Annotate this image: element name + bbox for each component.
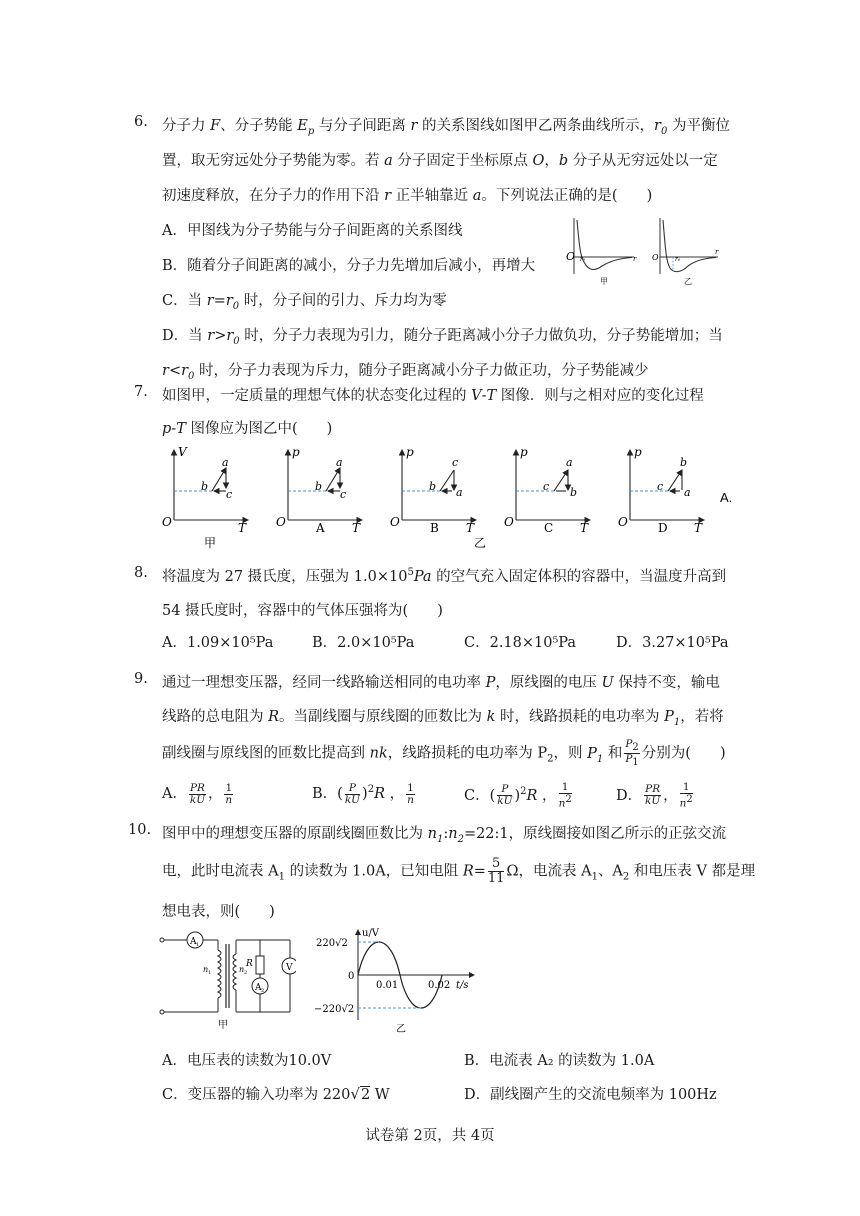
q6-option-d-line2: $r<r_0$ 时，分子力表现为斥力，随分子距离减小分子力做正功，分子势能减少	[162, 363, 649, 382]
q10-stem-line2: 电，此时电流表 $A_1$ 的读数为 1.0A，已知电阻 R= $\frac{5}{11}$ Ω，电流表 $A_1$、$A_2$ 和电压表 V 都是理	[162, 856, 756, 886]
svg-text:r: r	[715, 248, 719, 256]
q6-stem-line3: 初速度释放，在分子力的作用下沿 r 正半轴靠近 a。下列说法正确的是( )	[162, 188, 653, 204]
q7-graph-a	[276, 446, 362, 535]
q9-stem-line2: 线路的总电阻为 R。当副线圈与原线圈的匝数比为 k 时，线路损耗的电功率为 $P_1$，若将	[162, 709, 724, 728]
q7-caption-yi: 乙	[474, 536, 487, 550]
q6-stem-line2: 置，取无穷远处分子势能为零。若 a 分子固定于坐标原点 O，b 分子从无穷远处以一定	[162, 153, 718, 169]
q10-wave-caption: 乙	[396, 1024, 406, 1035]
svg-text:b: b	[680, 456, 688, 469]
svg-text:1: 1	[196, 942, 200, 948]
q10-waveform-figure	[312, 926, 488, 1036]
q8-option-c: C．2.18×10⁵Pa	[464, 635, 577, 651]
q7-caption-c: C	[544, 521, 554, 535]
q7-stem-line2: p-T 图像应为图乙中( )	[162, 421, 333, 437]
svg-text:O: O	[652, 253, 659, 262]
q7-caption-a: A	[316, 521, 325, 535]
q10-wave-x2: 0.02	[428, 980, 451, 991]
q8-stem-line1: 将温度为 27 摄氏度，压强为 $1.0\times 10^5Pa$ 的空气充入固定体积的容器中，当温度升高到	[162, 567, 727, 585]
q8-stem-line2: 54 摄氏度时，容器中的气体压强将为( )	[162, 603, 443, 619]
q6-option-a: A．甲图线为分子势能与分子间距离的关系图线	[162, 223, 463, 239]
q10-number: 10.	[128, 822, 152, 838]
q6-graph-yi	[652, 218, 719, 286]
q9-option-d: D． $\frac{PR}{kU}$ ， $\frac{1}{n^2}$	[616, 781, 693, 810]
svg-text:T: T	[580, 521, 589, 535]
svg-text:c: c	[657, 480, 664, 493]
svg-text:T: T	[694, 521, 703, 535]
svg-text:p: p	[634, 446, 642, 459]
svg-text:a: a	[566, 456, 573, 469]
svg-text:a: a	[336, 456, 343, 469]
svg-text:b: b	[315, 480, 323, 493]
q10-stem-line1: 图甲中的理想变压器的原副线圈匝数比为 $n_1:n_2=22:1$，原线圈接如图乙所示的正弦交流	[162, 826, 727, 845]
q7-graph-jia	[162, 446, 248, 550]
q9-number: 9.	[134, 671, 148, 687]
svg-text:A: A	[190, 937, 197, 947]
q10-option-d: D．副线圈产生的交流电频率为 100Hz	[464, 1087, 717, 1103]
q7-figure	[158, 446, 748, 550]
q7-stem-line1: 如图甲，一定质量的理想气体的状态变化过程的 V-T 图像．则与之相对应的变化过程	[162, 388, 704, 404]
svg-text:O: O	[162, 515, 172, 529]
svg-text:p: p	[292, 446, 300, 459]
q10-wave-x1: 0.01	[376, 980, 399, 991]
q6-option-c: C．当 $r=r_0$ 时，分子间的引力、斥力均为零	[162, 293, 447, 312]
svg-text:T: T	[238, 521, 247, 535]
svg-text:a: a	[222, 456, 229, 469]
svg-text:b: b	[201, 480, 209, 493]
q7-graph-b	[390, 446, 476, 535]
svg-text:1: 1	[208, 970, 212, 976]
q8-number: 8.	[134, 565, 148, 581]
svg-text:0: 0	[348, 971, 355, 982]
q7-jia-yaxis: V	[178, 446, 187, 459]
q6-caption-jia: 甲	[600, 277, 608, 286]
q10-wave-xlabel: t/s	[456, 980, 469, 991]
q9-stem-line1: 通过一理想变压器，经同一线路输送相同的电功率 P，原线圈的电压 U 保持不变，输电	[162, 675, 720, 691]
svg-text:A: A	[255, 983, 262, 993]
svg-text:b: b	[570, 486, 578, 499]
svg-text:n: n	[203, 965, 209, 974]
q10-wave-ylabel: u/V	[362, 928, 380, 939]
q7-number: 7.	[134, 384, 148, 400]
svg-text:T: T	[466, 521, 475, 535]
q9-option-b: B．( $\frac{P}{kU}$ )$^2$R ， $\frac{1}{n}$	[312, 781, 414, 806]
q7-graph-d	[618, 446, 704, 535]
svg-text:O: O	[566, 250, 576, 263]
q6-figure	[562, 212, 720, 290]
svg-text:c: c	[226, 488, 233, 501]
svg-text:O: O	[276, 515, 286, 529]
q9-stem-line3: 副线圈与原线图的匝数比提高到 nk，线路损耗的电功率为 $P_2$，则 $P_1$ 和 $\frac{P_2}{P_1}$ 分别为( )	[162, 738, 726, 769]
q10-circuit-figure	[156, 930, 296, 1030]
q8-option-d: D．3.27×10⁵Pa	[616, 635, 729, 651]
svg-text:c: c	[543, 480, 550, 493]
svg-text:a: a	[456, 486, 463, 499]
svg-text:R: R	[246, 959, 253, 969]
q10-wave-ymax: 220√2	[316, 938, 348, 949]
q6-option-b: B．随着分子间距离的减小，分子力先增加后减小，再增大	[162, 258, 536, 274]
svg-text:c: c	[452, 456, 459, 469]
q10-stem-line3: 想电表，则( )	[162, 904, 275, 920]
svg-text:O: O	[504, 515, 514, 529]
q6-stem-line1: 分子力 F、分子势能 $E_p$ 与分子间距离 r 的关系图线如图甲乙两条曲线所示，$r_0$ 为平衡位	[162, 118, 730, 137]
q10-option-c: C．变压器的输入功率为 220√2 W	[162, 1085, 390, 1103]
q7-caption-b: B	[430, 521, 439, 535]
q6-caption-yi: 乙	[684, 277, 692, 286]
svg-text:p: p	[406, 446, 414, 459]
svg-text:O: O	[618, 515, 628, 529]
q10-wave-ymin: −220√2	[314, 1004, 355, 1015]
svg-text:V: V	[286, 963, 293, 973]
q7-caption-jia: 甲	[204, 536, 217, 550]
q7-graph-c	[504, 446, 590, 535]
svg-text:b: b	[429, 480, 437, 493]
q6-number: 6.	[134, 114, 148, 130]
q9-option-c: C．( $\frac{P}{kU}$ )$^2$R ， $\frac{1}{n^2}$	[464, 781, 572, 810]
svg-text:r₀: r₀	[675, 256, 681, 263]
q8-option-a: A．1.09×10⁵Pa	[162, 635, 274, 651]
page-footer: 试卷第 2页，共 4页	[365, 1128, 495, 1144]
svg-text:2: 2	[261, 988, 265, 994]
svg-text:n: n	[239, 965, 245, 974]
q10-option-b: B．电流表 A₂ 的读数为 1.0A	[464, 1053, 655, 1069]
svg-text:c: c	[340, 488, 347, 501]
q7-caption-d: D	[658, 521, 668, 535]
q9-option-a: A． $\frac{PR}{kU}$ ， $\frac{1}{n}$	[162, 781, 233, 806]
q10-option-a: A．电压表的读数为10.0V	[162, 1053, 332, 1069]
svg-text:r: r	[633, 255, 637, 263]
q6-option-d-line1: D．当 $r>r_0$ 时，分子力表现为引力，随分子距离减小分子力做负功，分子势能增加；当	[162, 328, 723, 347]
svg-text:p: p	[520, 446, 528, 459]
svg-text:a: a	[684, 486, 691, 499]
svg-text:r₀: r₀	[580, 256, 586, 263]
q6-graph-jia	[566, 218, 637, 286]
q10-circuit-caption: 甲	[218, 1020, 228, 1030]
svg-text:O: O	[390, 515, 400, 529]
q8-option-b: B．2.0×10⁵Pa	[312, 635, 415, 651]
svg-text:T: T	[352, 521, 361, 535]
q7-trailing-a: A.	[720, 490, 733, 505]
svg-text:2: 2	[244, 970, 248, 976]
